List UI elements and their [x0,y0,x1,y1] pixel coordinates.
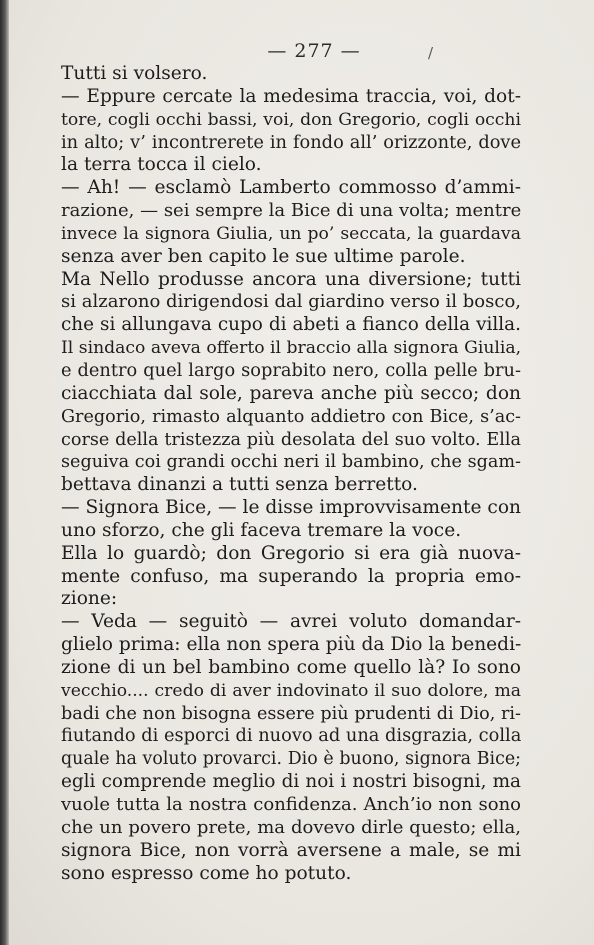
text-line: zione di un bel bambino come quello là? Io sono [61,656,521,678]
page-number [0,40,594,62]
text-line: vuole tutta la nostra confidenza. Anch’io non sono [61,794,521,815]
corner-pencil-mark: / [428,44,434,62]
text-line: Gregorio, rimasto alquanto addietro con Bice, s’ac- [61,406,521,427]
text-line: — Veda — seguitò — avrei voluto domandar- [61,611,521,633]
text-line: ciacchiata dal sole, pareva anche più secco; don [61,382,521,404]
text-line: glielo prima: ella non spera più da Dio la benedi- [61,634,522,656]
body-text [61,63,521,885]
page-number-label: — 277 — [267,40,361,62]
text-line: badi che non bisogna essere più prudenti di Dio, ri- [61,703,521,724]
text-line: fiutando di esporci di nuovo ad una disgrazia, colla [61,725,522,747]
text-line: invece la signora Giulia, un po’ seccata, la guardava [61,223,521,244]
text-line: seguiva coi grandi occhi neri il bambino, che sgam- [61,452,521,473]
text-line: che un povero prete, ma dovevo dirle questo; ella, [61,816,521,838]
text-line: che si allungava cupo di abeti a fianco della villa. [61,314,521,336]
text-line: in alto; v’ incontrerete in fondo all’ orizzonte, dove [61,131,521,153]
text-line: corse della tristezza più desolata del suo volto. Ella [61,429,521,450]
text-line: razione, — sei sempre la Bice di una volta; mentre [61,200,522,222]
text-line: vecchio.... credo di aver indovinato il suo dolore, ma [61,680,521,701]
text-line: Tutti si volsero. [61,63,208,84]
text-line: sono espresso come ho potuto. [61,862,352,884]
text-line: la terra tocca il cielo. [61,154,262,176]
text-line: egli comprende meglio di noi i nostri bisogni, ma [61,771,521,793]
text-line: quale ha voluto provarci. Dio è buono, signora Bice; [61,749,521,770]
text-line: bettava dinanzi a tutti senza berretto. [61,474,418,496]
text-line: mente confuso, ma superando la propria emo- [61,565,521,587]
text-line: Il sindaco aveva offerto il braccio alla signora Giulia, [61,338,522,359]
text-line: uno sforzo, che gli faceva tremare la voce. [61,519,462,541]
text-line: zione: [61,588,118,610]
text-line: senza aver ben capito le sue ultime parole. [61,245,466,267]
text-line: — Ah! — esclamò Lamberto commosso d’ammi- [61,177,521,199]
text-line: signora Bice, non vorrà aversene a male, se mi [61,839,521,861]
text-line: Ella lo guardò; don Gregorio si era già nuova- [61,542,521,564]
text-line: si alzarono dirigendosi dal giardino verso il bosco, [61,291,521,313]
text-line: e dentro quel largo soprabito nero, colla pelle bru- [61,359,521,381]
binding-edge [0,0,9,945]
text-line: tore, cogli occhi bassi, voi, don Gregorio, cogli occhi [61,109,521,130]
text-line: — Signora Bice, — le disse improvvisamente con [61,497,521,519]
text-line: Ma Nello produsse ancora una diversione; tutti [61,268,521,290]
text-line: — Eppure cercate la medesima traccia, voi, dot- [61,85,521,107]
